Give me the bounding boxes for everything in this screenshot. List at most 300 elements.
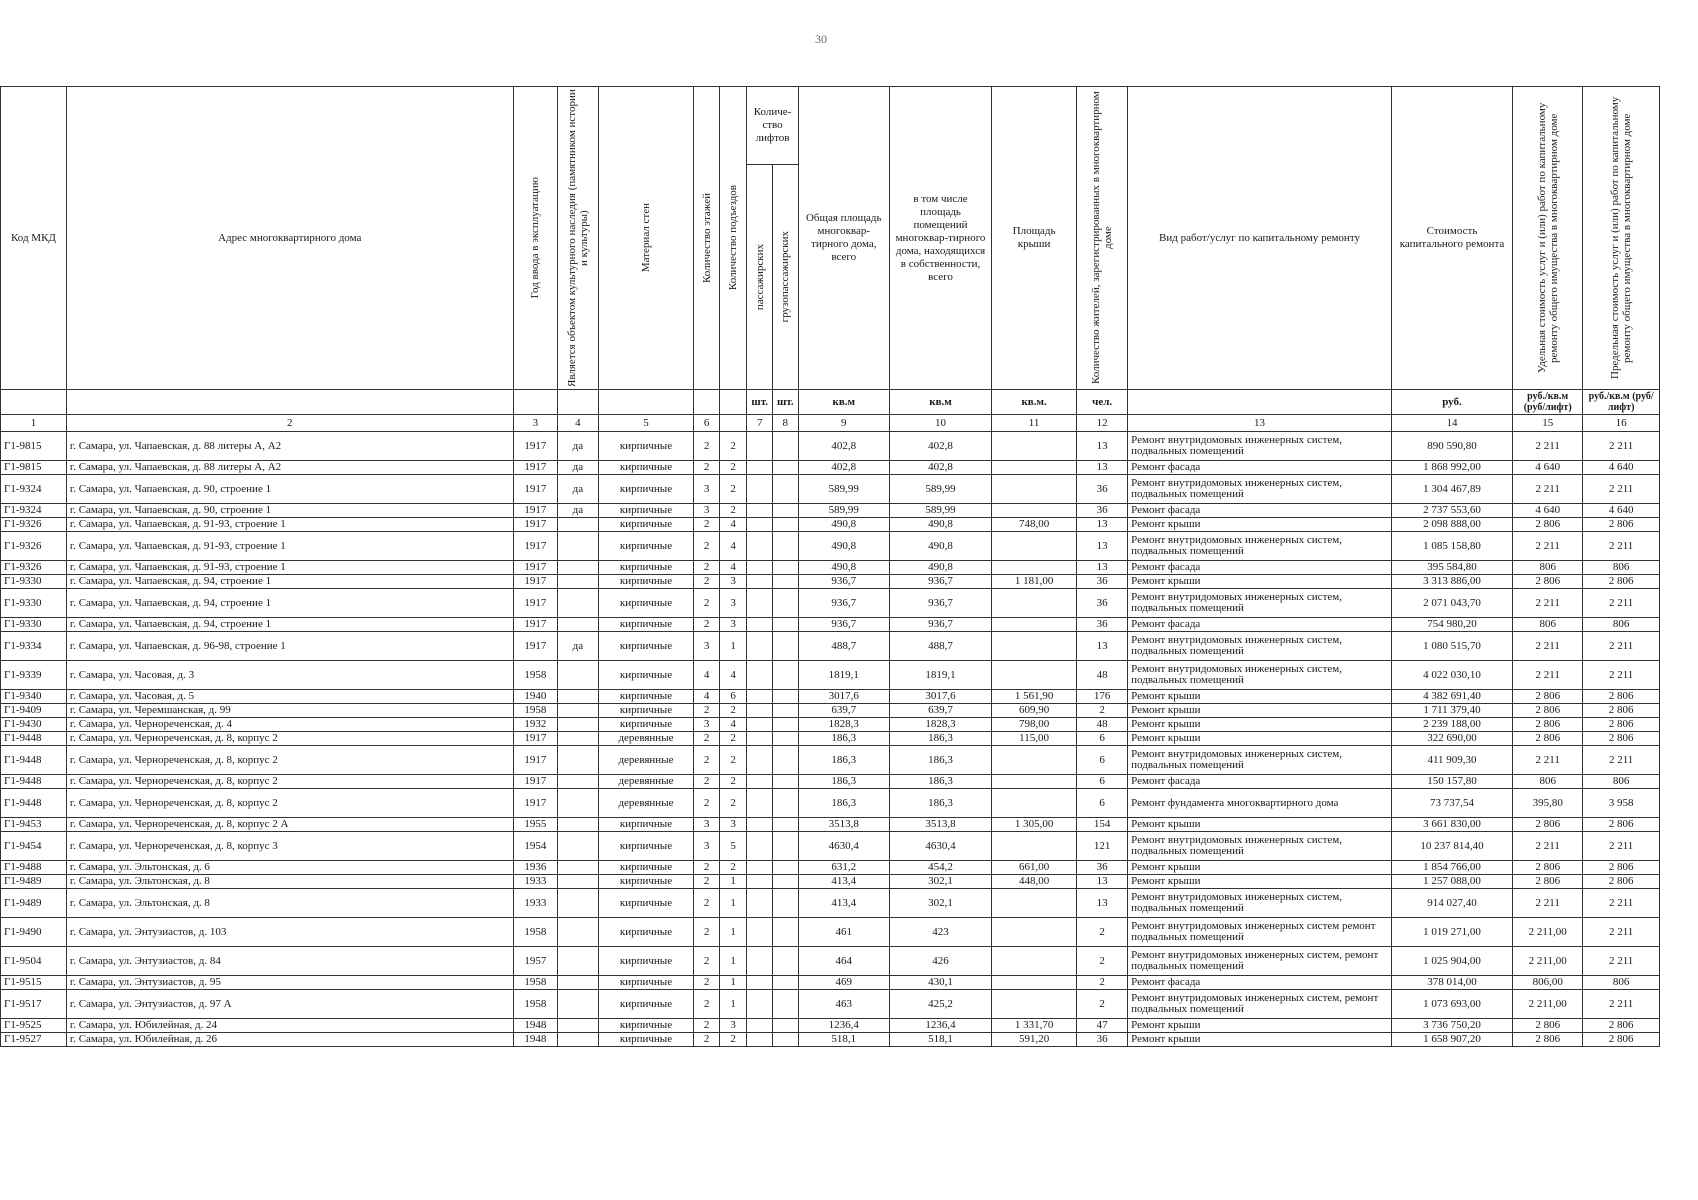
cell-walls: деревянные — [598, 746, 694, 775]
cell-entrances: 1 — [719, 889, 747, 918]
cell-cost: 1 073 693,00 — [1391, 990, 1512, 1019]
header-lifts-passenger: пассажирских — [747, 164, 773, 389]
cell-heritage — [558, 918, 598, 947]
cell-lifts-freight — [773, 532, 799, 561]
cell-total-area: 589,99 — [798, 504, 889, 518]
cell-cost: 890 590,80 — [1391, 432, 1512, 461]
header-heritage: Является объектом культурного наследия (памятником истории и культуры) — [558, 87, 598, 390]
cell-roof-area — [992, 746, 1077, 775]
cell-walls: деревянные — [598, 789, 694, 818]
cell-roof-area — [992, 461, 1077, 475]
cell-heritage — [558, 990, 598, 1019]
cell-total-area: 631,2 — [798, 861, 889, 875]
cell-walls: кирпичные — [598, 461, 694, 475]
cell-entrances: 3 — [719, 575, 747, 589]
column-number: 8 — [773, 415, 799, 432]
cell-max-cost: 2 806 — [1583, 690, 1660, 704]
cell-residents: 2 — [1077, 918, 1128, 947]
cell-cost: 1 019 271,00 — [1391, 918, 1512, 947]
cell-residents: 2 — [1077, 947, 1128, 976]
cell-entrances: 3 — [719, 589, 747, 618]
cell-year: 1933 — [513, 875, 558, 889]
cell-lifts-freight — [773, 875, 799, 889]
cell-owned-area: 936,7 — [889, 589, 991, 618]
cell-residents: 36 — [1077, 861, 1128, 875]
table-row — [1, 432, 1660, 461]
cell-code: Г1-9326 — [1, 532, 67, 561]
cell-cost: 3 661 830,00 — [1391, 818, 1512, 832]
cell-walls: кирпичные — [598, 976, 694, 990]
cell-work-type: Ремонт крыши — [1128, 718, 1392, 732]
cell-code: Г1-9340 — [1, 690, 67, 704]
cell-walls: деревянные — [598, 732, 694, 746]
cell-floors: 3 — [694, 718, 720, 732]
cell-residents: 36 — [1077, 575, 1128, 589]
cell-code: Г1-9488 — [1, 861, 67, 875]
cell-year: 1917 — [513, 518, 558, 532]
cell-roof-area: 748,00 — [992, 518, 1077, 532]
cell-total-area: 490,8 — [798, 561, 889, 575]
cell-work-type: Ремонт внутридомовых инженерных систем, подвальных помещений — [1128, 661, 1392, 690]
cell-total-area: 413,4 — [798, 889, 889, 918]
cell-walls: кирпичные — [598, 1033, 694, 1047]
cell-residents: 176 — [1077, 690, 1128, 704]
cell-entrances: 2 — [719, 775, 747, 789]
cell-heritage — [558, 818, 598, 832]
cell-code: Г1-9339 — [1, 661, 67, 690]
unit-max-cost: руб./кв.м (руб/лифт) — [1583, 390, 1660, 415]
cell-lifts-passenger — [747, 918, 773, 947]
cell-total-area: 463 — [798, 990, 889, 1019]
cell-entrances: 1 — [719, 976, 747, 990]
cell-cost: 395 584,80 — [1391, 561, 1512, 575]
table-row — [1, 732, 1660, 746]
cell-entrances: 6 — [719, 690, 747, 704]
cell-entrances: 2 — [719, 475, 747, 504]
cell-owned-area: 423 — [889, 918, 991, 947]
cell-address: г. Самара, ул. Энтузиастов, д. 97 А — [66, 990, 513, 1019]
cell-year: 1940 — [513, 690, 558, 704]
cell-lifts-freight — [773, 775, 799, 789]
cell-owned-area: 589,99 — [889, 475, 991, 504]
cell-code: Г1-9517 — [1, 990, 67, 1019]
cell-code: Г1-9453 — [1, 818, 67, 832]
cell-entrances: 4 — [719, 561, 747, 575]
cell-address: г. Самара, ул. Чапаевская, д. 90, строение 1 — [66, 475, 513, 504]
cell-cost: 378 014,00 — [1391, 976, 1512, 990]
cell-entrances: 5 — [719, 832, 747, 861]
cell-cost: 322 690,00 — [1391, 732, 1512, 746]
cell-residents: 2 — [1077, 990, 1128, 1019]
cell-max-cost: 2 211 — [1583, 832, 1660, 861]
cell-total-area: 488,7 — [798, 632, 889, 661]
cell-residents: 48 — [1077, 661, 1128, 690]
cell-residents: 121 — [1077, 832, 1128, 861]
cell-owned-area: 490,8 — [889, 518, 991, 532]
column-number: 5 — [598, 415, 694, 432]
cell-walls: кирпичные — [598, 589, 694, 618]
cell-heritage: да — [558, 461, 598, 475]
table-row — [1, 918, 1660, 947]
cell-unit-cost: 2 211 — [1513, 532, 1583, 561]
cell-unit-cost: 2 806 — [1513, 1033, 1583, 1047]
cell-year: 1917 — [513, 632, 558, 661]
cell-floors: 2 — [694, 1033, 720, 1047]
cell-roof-area: 661,00 — [992, 861, 1077, 875]
cell-residents: 47 — [1077, 1019, 1128, 1033]
cell-owned-area: 639,7 — [889, 704, 991, 718]
cell-entrances: 2 — [719, 1033, 747, 1047]
cell-total-area: 1236,4 — [798, 1019, 889, 1033]
table-row — [1, 704, 1660, 718]
cell-residents: 36 — [1077, 504, 1128, 518]
cell-lifts-passenger — [747, 718, 773, 732]
cell-floors: 2 — [694, 589, 720, 618]
cell-work-type: Ремонт внутридомовых инженерных систем ремонт подвальных помещений — [1128, 918, 1392, 947]
cell-lifts-freight — [773, 976, 799, 990]
cell-roof-area: 1 181,00 — [992, 575, 1077, 589]
header-entrances: Количество подъездов — [719, 87, 747, 390]
cell-total-area: 3513,8 — [798, 818, 889, 832]
cell-lifts-freight — [773, 461, 799, 475]
table-row — [1, 976, 1660, 990]
cell-total-area: 461 — [798, 918, 889, 947]
cell-unit-cost: 2 806 — [1513, 575, 1583, 589]
cell-unit-cost: 2 806 — [1513, 518, 1583, 532]
cell-year: 1954 — [513, 832, 558, 861]
cell-year: 1917 — [513, 561, 558, 575]
cell-lifts-freight — [773, 718, 799, 732]
cell-entrances: 4 — [719, 718, 747, 732]
cell-code: Г1-9815 — [1, 432, 67, 461]
cell-heritage — [558, 575, 598, 589]
cell-year: 1948 — [513, 1033, 558, 1047]
cell-total-area: 464 — [798, 947, 889, 976]
cell-work-type: Ремонт фасада — [1128, 775, 1392, 789]
cell-lifts-freight — [773, 832, 799, 861]
table-row — [1, 875, 1660, 889]
cell-floors: 4 — [694, 661, 720, 690]
cell-owned-area: 1828,3 — [889, 718, 991, 732]
cell-roof-area: 115,00 — [992, 732, 1077, 746]
cell-entrances: 4 — [719, 661, 747, 690]
cell-total-area: 402,8 — [798, 461, 889, 475]
header-roof-area: Площадь крыши — [992, 87, 1077, 390]
cell-residents: 48 — [1077, 718, 1128, 732]
cell-heritage — [558, 875, 598, 889]
cell-code: Г1-9815 — [1, 461, 67, 475]
cell-address: г. Самара, ул. Чернореченская, д. 8, корпус 2 — [66, 746, 513, 775]
cell-lifts-passenger — [747, 818, 773, 832]
cell-roof-area: 591,20 — [992, 1033, 1077, 1047]
cell-heritage — [558, 561, 598, 575]
cell-max-cost: 3 958 — [1583, 789, 1660, 818]
cell-cost: 4 382 691,40 — [1391, 690, 1512, 704]
cell-total-area: 1819,1 — [798, 661, 889, 690]
column-number: 1 — [1, 415, 67, 432]
cell-year: 1917 — [513, 475, 558, 504]
cell-lifts-passenger — [747, 789, 773, 818]
cell-lifts-freight — [773, 818, 799, 832]
cell-roof-area — [992, 504, 1077, 518]
cell-max-cost: 2 211 — [1583, 947, 1660, 976]
cell-lifts-passenger — [747, 432, 773, 461]
cell-cost: 914 027,40 — [1391, 889, 1512, 918]
table-row — [1, 661, 1660, 690]
cell-address: г. Самара, ул. Юбилейная, д. 24 — [66, 1019, 513, 1033]
cell-heritage — [558, 518, 598, 532]
cell-year: 1917 — [513, 461, 558, 475]
cell-code: Г1-9409 — [1, 704, 67, 718]
column-number: 3 — [513, 415, 558, 432]
cell-address: г. Самара, ул. Чапаевская, д. 88 литеры А, А2 — [66, 461, 513, 475]
cell-lifts-passenger — [747, 732, 773, 746]
cell-floors: 3 — [694, 818, 720, 832]
cell-address: г. Самара, ул. Чапаевская, д. 91-93, строение 1 — [66, 532, 513, 561]
cell-residents: 6 — [1077, 732, 1128, 746]
cell-lifts-passenger — [747, 861, 773, 875]
header-work-type: Вид работ/услуг по капитальному ремонту — [1128, 87, 1392, 390]
cell-entrances: 1 — [719, 947, 747, 976]
cell-code: Г1-9330 — [1, 575, 67, 589]
cell-floors: 2 — [694, 461, 720, 475]
cell-max-cost: 2 806 — [1583, 575, 1660, 589]
cell-lifts-passenger — [747, 832, 773, 861]
column-number: 12 — [1077, 415, 1128, 432]
cell-lifts-passenger — [747, 947, 773, 976]
cell-address: г. Самара, ул. Чернореченская, д. 8, корпус 3 — [66, 832, 513, 861]
cell-entrances: 4 — [719, 518, 747, 532]
cell-residents: 13 — [1077, 461, 1128, 475]
cell-heritage: да — [558, 475, 598, 504]
cell-max-cost: 2 211 — [1583, 918, 1660, 947]
cell-roof-area — [992, 889, 1077, 918]
unit-cost: руб. — [1391, 390, 1512, 415]
cell-cost: 3 736 750,20 — [1391, 1019, 1512, 1033]
cell-lifts-freight — [773, 789, 799, 818]
cell-code: Г1-9324 — [1, 475, 67, 504]
cell-lifts-passenger — [747, 518, 773, 532]
cell-lifts-freight — [773, 504, 799, 518]
cell-roof-area — [992, 832, 1077, 861]
cell-roof-area — [992, 918, 1077, 947]
cell-address: г. Самара, ул. Чапаевская, д. 88 литеры А, А2 — [66, 432, 513, 461]
cell-max-cost: 4 640 — [1583, 504, 1660, 518]
cell-year: 1917 — [513, 775, 558, 789]
cell-lifts-passenger — [747, 661, 773, 690]
cell-heritage: да — [558, 432, 598, 461]
cell-floors: 2 — [694, 947, 720, 976]
cell-owned-area: 186,3 — [889, 789, 991, 818]
cell-work-type: Ремонт внутридомовых инженерных систем, ремонт подвальных помещений — [1128, 947, 1392, 976]
cell-walls: кирпичные — [598, 861, 694, 875]
cell-year: 1917 — [513, 575, 558, 589]
cell-address: г. Самара, ул. Часовая, д. 5 — [66, 690, 513, 704]
cell-lifts-freight — [773, 589, 799, 618]
cell-entrances: 2 — [719, 461, 747, 475]
column-number: 9 — [798, 415, 889, 432]
cell-total-area: 936,7 — [798, 589, 889, 618]
header-owned-area: в том числе площадь помещений многоквар-тирного дома, находящихся в собственности, всего — [889, 87, 991, 390]
cell-total-area: 639,7 — [798, 704, 889, 718]
header-address: Адрес многоквартирного дома — [66, 87, 513, 390]
cell-address: г. Самара, ул. Чапаевская, д. 90, строение 1 — [66, 504, 513, 518]
cell-code: Г1-9504 — [1, 947, 67, 976]
cell-work-type: Ремонт внутридомовых инженерных систем, подвальных помещений — [1128, 589, 1392, 618]
cell-max-cost: 2 211 — [1583, 889, 1660, 918]
cell-lifts-freight — [773, 918, 799, 947]
cell-total-area: 186,3 — [798, 732, 889, 746]
cell-floors: 2 — [694, 976, 720, 990]
cell-code: Г1-9489 — [1, 889, 67, 918]
cell-total-area: 1828,3 — [798, 718, 889, 732]
unit-area-roof: кв.м. — [992, 390, 1077, 415]
header-cost: Стоимость капитального ремонта — [1391, 87, 1512, 390]
cell-heritage — [558, 718, 598, 732]
cell-work-type: Ремонт внутридомовых инженерных систем, подвальных помещений — [1128, 832, 1392, 861]
cell-owned-area: 1819,1 — [889, 661, 991, 690]
cell-entrances: 3 — [719, 618, 747, 632]
cell-owned-area: 425,2 — [889, 990, 991, 1019]
cell-work-type: Ремонт фасада — [1128, 976, 1392, 990]
unit-lifts-a: шт. — [747, 390, 773, 415]
cell-unit-cost: 806 — [1513, 775, 1583, 789]
cell-total-area: 3017,6 — [798, 690, 889, 704]
cell-lifts-passenger — [747, 561, 773, 575]
header-total-area: Общая площадь многоквар-тирного дома, всего — [798, 87, 889, 390]
cell-address: г. Самара, ул. Чапаевская, д. 94, строение 1 — [66, 575, 513, 589]
cell-owned-area: 454,2 — [889, 861, 991, 875]
cell-unit-cost: 2 211 — [1513, 589, 1583, 618]
cell-lifts-passenger — [747, 575, 773, 589]
cell-address: г. Самара, ул. Чернореченская, д. 8, корпус 2 А — [66, 818, 513, 832]
table-row — [1, 746, 1660, 775]
cell-owned-area: 936,7 — [889, 618, 991, 632]
cell-cost: 10 237 814,40 — [1391, 832, 1512, 861]
cell-code: Г1-9330 — [1, 618, 67, 632]
header-lifts-freight: грузопассажирских — [773, 164, 799, 389]
cell-address: г. Самара, ул. Чернореченская, д. 8, корпус 2 — [66, 775, 513, 789]
cell-total-area: 402,8 — [798, 432, 889, 461]
cell-year: 1958 — [513, 976, 558, 990]
cell-code: Г1-9448 — [1, 789, 67, 818]
cell-lifts-freight — [773, 618, 799, 632]
cell-address: г. Самара, ул. Энтузиастов, д. 84 — [66, 947, 513, 976]
table-row — [1, 789, 1660, 818]
cell-work-type: Ремонт крыши — [1128, 875, 1392, 889]
cell-work-type: Ремонт крыши — [1128, 732, 1392, 746]
cell-cost: 2 737 553,60 — [1391, 504, 1512, 518]
capital-repair-table — [0, 86, 1660, 1047]
cell-walls: кирпичные — [598, 661, 694, 690]
cell-work-type: Ремонт фундамента многоквартирного дома — [1128, 789, 1392, 818]
cell-unit-cost: 2 211,00 — [1513, 990, 1583, 1019]
cell-entrances: 1 — [719, 918, 747, 947]
cell-max-cost: 2 211 — [1583, 990, 1660, 1019]
column-number: 6 — [694, 415, 720, 432]
cell-owned-area: 488,7 — [889, 632, 991, 661]
cell-floors: 2 — [694, 775, 720, 789]
cell-owned-area: 402,8 — [889, 461, 991, 475]
cell-work-type: Ремонт внутридомовых инженерных систем, подвальных помещений — [1128, 632, 1392, 661]
cell-unit-cost: 2 211 — [1513, 832, 1583, 861]
cell-lifts-freight — [773, 575, 799, 589]
cell-heritage — [558, 789, 598, 818]
cell-lifts-freight — [773, 475, 799, 504]
cell-lifts-passenger — [747, 875, 773, 889]
cell-lifts-freight — [773, 561, 799, 575]
cell-floors: 2 — [694, 561, 720, 575]
cell-floors: 2 — [694, 432, 720, 461]
cell-floors: 2 — [694, 990, 720, 1019]
cell-roof-area: 448,00 — [992, 875, 1077, 889]
cell-lifts-passenger — [747, 618, 773, 632]
cell-owned-area: 186,3 — [889, 732, 991, 746]
cell-address: г. Самара, ул. Чапаевская, д. 94, строение 1 — [66, 618, 513, 632]
cell-work-type: Ремонт крыши — [1128, 861, 1392, 875]
cell-walls: кирпичные — [598, 1019, 694, 1033]
cell-unit-cost: 2 806 — [1513, 861, 1583, 875]
cell-floors: 2 — [694, 575, 720, 589]
cell-cost: 3 313 886,00 — [1391, 575, 1512, 589]
cell-owned-area: 4630,4 — [889, 832, 991, 861]
cell-code: Г1-9454 — [1, 832, 67, 861]
table-row — [1, 718, 1660, 732]
cell-lifts-freight — [773, 1019, 799, 1033]
cell-walls: кирпичные — [598, 632, 694, 661]
cell-lifts-passenger — [747, 504, 773, 518]
cell-entrances: 1 — [719, 990, 747, 1019]
table-row — [1, 532, 1660, 561]
cell-walls: кирпичные — [598, 504, 694, 518]
cell-floors: 2 — [694, 918, 720, 947]
table-row — [1, 947, 1660, 976]
cell-heritage — [558, 589, 598, 618]
cell-cost: 1 658 907,20 — [1391, 1033, 1512, 1047]
cell-address: г. Самара, ул. Часовая, д. 3 — [66, 661, 513, 690]
cell-unit-cost: 2 806 — [1513, 690, 1583, 704]
cell-heritage: да — [558, 632, 598, 661]
cell-residents: 36 — [1077, 618, 1128, 632]
cell-unit-cost: 2 806 — [1513, 704, 1583, 718]
cell-total-area: 936,7 — [798, 575, 889, 589]
cell-residents: 36 — [1077, 589, 1128, 618]
cell-address: г. Самара, ул. Энтузиастов, д. 103 — [66, 918, 513, 947]
cell-year: 1917 — [513, 618, 558, 632]
cell-total-area: 518,1 — [798, 1033, 889, 1047]
cell-floors: 2 — [694, 889, 720, 918]
header-lifts-group: Количе-ство лифтов — [747, 87, 798, 165]
column-number: 13 — [1128, 415, 1392, 432]
cell-total-area: 186,3 — [798, 746, 889, 775]
cell-unit-cost: 2 211 — [1513, 432, 1583, 461]
cell-work-type: Ремонт крыши — [1128, 690, 1392, 704]
table-row — [1, 575, 1660, 589]
cell-heritage — [558, 746, 598, 775]
cell-year: 1955 — [513, 818, 558, 832]
cell-lifts-freight — [773, 518, 799, 532]
cell-cost: 411 909,30 — [1391, 746, 1512, 775]
cell-roof-area — [992, 990, 1077, 1019]
cell-entrances: 2 — [719, 704, 747, 718]
cell-lifts-freight — [773, 746, 799, 775]
cell-walls: кирпичные — [598, 690, 694, 704]
cell-residents: 154 — [1077, 818, 1128, 832]
cell-total-area: 589,99 — [798, 475, 889, 504]
table-row — [1, 561, 1660, 575]
cell-heritage — [558, 618, 598, 632]
cell-cost: 2 071 043,70 — [1391, 589, 1512, 618]
